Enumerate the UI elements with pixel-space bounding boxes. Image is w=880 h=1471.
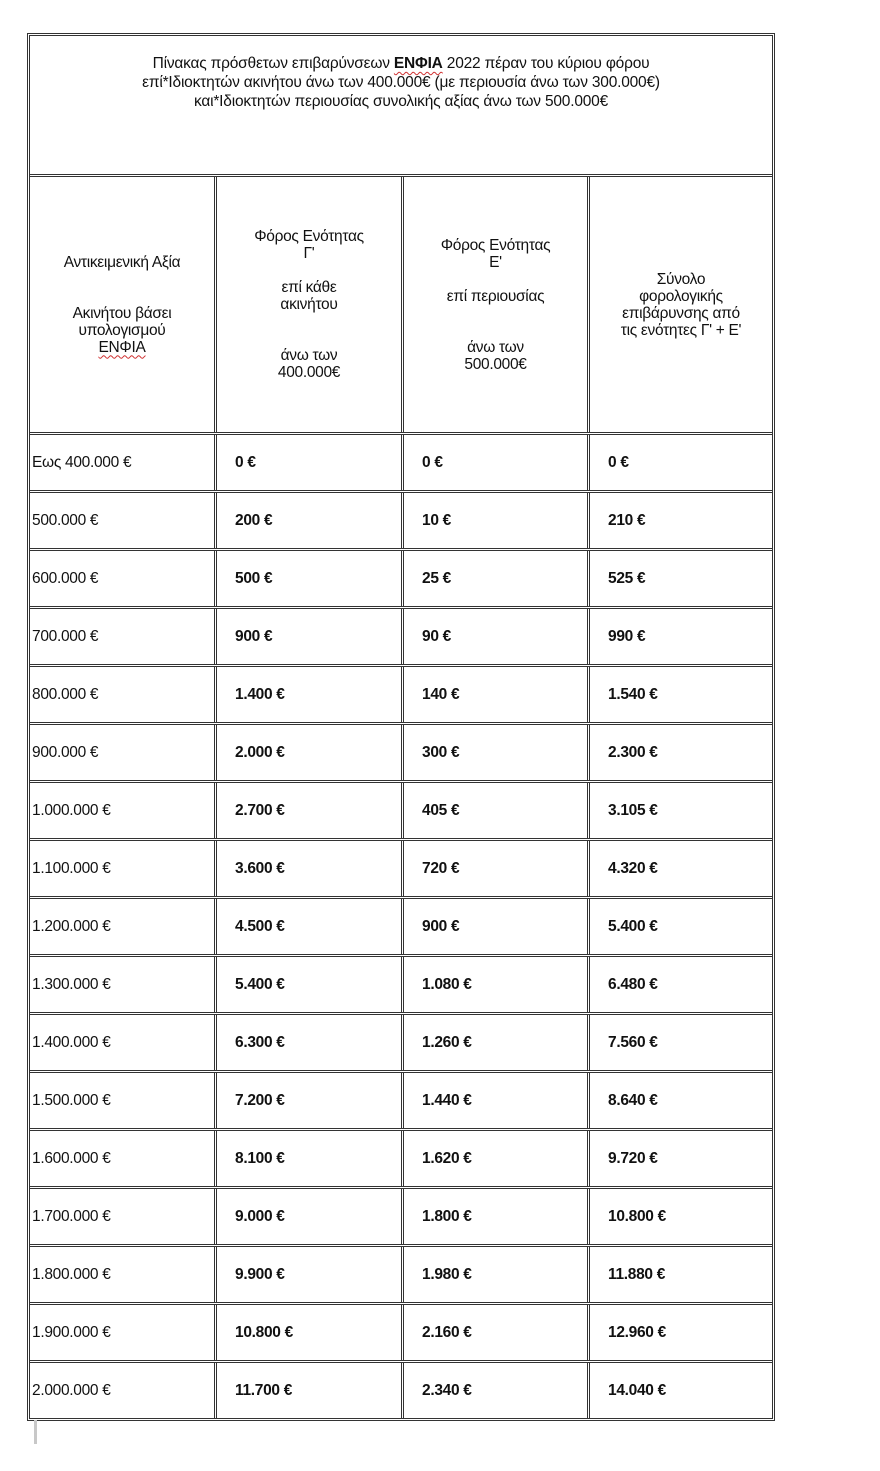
cell-property-value[interactable]: 600.000 € bbox=[30, 551, 217, 606]
cell-tax-e[interactable]: 300 € bbox=[404, 725, 590, 780]
cell-property-value[interactable]: 1.400.000 € bbox=[30, 1015, 217, 1070]
cell-total[interactable]: 2.300 € bbox=[608, 743, 658, 761]
cell-property-value[interactable]: 1.800.000 € bbox=[30, 1247, 217, 1302]
header-col4-line1: Σύνολο bbox=[656, 270, 706, 288]
title-line-3: και*Ιδιοκτητών περιουσίας συνολικής αξίας άνω των 500.000€ bbox=[193, 93, 609, 110]
cell-tax-g[interactable]: 0 € bbox=[217, 435, 404, 490]
cell-property-value[interactable]: 900.000 € bbox=[30, 725, 217, 780]
header-col2-line2: Γ' bbox=[303, 245, 315, 262]
cell-tax-g[interactable]: 2.700 € bbox=[217, 783, 404, 838]
header-col1-line1: Αντικειμενική Αξία bbox=[63, 253, 181, 271]
title-line-1-prefix: Πίνακας πρόσθετων επιβαρύνσεων bbox=[152, 55, 394, 72]
table-row bbox=[30, 493, 772, 551]
cell-tax-g[interactable]: 7.200 € bbox=[217, 1073, 404, 1128]
table-body bbox=[30, 435, 772, 1418]
table-row bbox=[30, 1363, 772, 1418]
header-col2-line5: άνω των bbox=[280, 347, 338, 364]
header-col3-line3: επί περιουσίας bbox=[446, 287, 545, 305]
text-cursor bbox=[34, 1420, 37, 1444]
cell-total[interactable]: 11.880 € bbox=[608, 1265, 666, 1283]
cell-total[interactable]: 1.540 € bbox=[608, 685, 658, 703]
cell-property-value[interactable]: 1.300.000 € bbox=[30, 957, 217, 1012]
cell-tax-e[interactable]: 720 € bbox=[404, 841, 590, 896]
header-col1-line4: ΕΝΦΙΑ bbox=[98, 338, 146, 356]
cell-property-value[interactable]: 1.600.000 € bbox=[30, 1131, 217, 1186]
header-col4-line2: φορολογικής bbox=[639, 287, 723, 305]
table-row bbox=[30, 1015, 772, 1073]
header-cell-tax-g[interactable] bbox=[217, 177, 404, 432]
cell-property-value[interactable]: 1.000.000 € bbox=[30, 783, 217, 838]
cell-tax-e[interactable]: 1.980 € bbox=[404, 1247, 590, 1302]
cell-tax-g[interactable]: 9.000 € bbox=[217, 1189, 404, 1244]
cell-tax-g[interactable]: 2.000 € bbox=[217, 725, 404, 780]
cell-total[interactable]: 7.560 € bbox=[608, 1033, 658, 1051]
cell-tax-e[interactable]: 2.160 € bbox=[404, 1305, 590, 1360]
table-row bbox=[30, 957, 772, 1015]
cell-tax-e[interactable]: 90 € bbox=[404, 609, 590, 664]
table-row bbox=[30, 667, 772, 725]
table-row bbox=[30, 783, 772, 841]
header-col4-line4: τις ενότητες Γ' + Ε' bbox=[620, 321, 742, 339]
cell-property-value[interactable]: 1.100.000 € bbox=[30, 841, 217, 896]
cell-property-value[interactable]: 1.500.000 € bbox=[30, 1073, 217, 1128]
cell-tax-g[interactable]: 6.300 € bbox=[217, 1015, 404, 1070]
cell-tax-g[interactable]: 500 € bbox=[217, 551, 404, 606]
header-col1-line2: Ακινήτου βάσει bbox=[72, 304, 172, 322]
cell-total[interactable]: 9.720 € bbox=[608, 1149, 658, 1167]
cell-property-value[interactable]: 700.000 € bbox=[30, 609, 217, 664]
table-row bbox=[30, 609, 772, 667]
cell-tax-g[interactable]: 8.100 € bbox=[217, 1131, 404, 1186]
cell-tax-g[interactable]: 3.600 € bbox=[217, 841, 404, 896]
cell-total[interactable]: 10.800 € bbox=[608, 1207, 666, 1225]
cell-total[interactable]: 14.040 € bbox=[608, 1381, 666, 1399]
header-cell-value[interactable] bbox=[30, 177, 217, 432]
table-row bbox=[30, 899, 772, 957]
cell-tax-e[interactable]: 140 € bbox=[404, 667, 590, 722]
table-row bbox=[30, 1189, 772, 1247]
header-col3-line5: 500.000€ bbox=[464, 355, 527, 373]
header-col2-line4: ακινήτου bbox=[280, 296, 338, 313]
document-page bbox=[27, 33, 775, 1421]
title-line-1 bbox=[30, 54, 772, 73]
table-row bbox=[30, 435, 772, 493]
cell-tax-e[interactable]: 2.340 € bbox=[404, 1363, 590, 1418]
header-col4-line3: επιβάρυνσης από bbox=[622, 304, 740, 322]
cell-tax-g[interactable]: 200 € bbox=[217, 493, 404, 548]
cell-total[interactable]: 525 € bbox=[608, 569, 646, 587]
header-row bbox=[30, 177, 772, 435]
table-row bbox=[30, 1073, 772, 1131]
cell-tax-e[interactable]: 900 € bbox=[404, 899, 590, 954]
cell-total[interactable]: 990 € bbox=[608, 627, 646, 645]
cell-total[interactable]: 3.105 € bbox=[608, 801, 658, 819]
cell-total[interactable]: 210 € bbox=[608, 511, 646, 529]
cell-tax-e[interactable]: 1.080 € bbox=[404, 957, 590, 1012]
title-line-2: επί*Ιδιοκτητών ακινήτου άνω των 400.000€ (με περιουσία άνω των 300.000€) bbox=[142, 74, 660, 91]
table-title[interactable] bbox=[30, 36, 772, 177]
cell-tax-e[interactable]: 1.800 € bbox=[404, 1189, 590, 1244]
header-col3-line2: Ε' bbox=[489, 253, 502, 271]
table-row bbox=[30, 841, 772, 899]
header-col2-line1: Φόρος Ενότητας bbox=[254, 228, 364, 245]
cell-tax-g[interactable]: 1.400 € bbox=[217, 667, 404, 722]
cell-tax-e[interactable]: 10 € bbox=[404, 493, 590, 548]
cell-total[interactable]: 12.960 € bbox=[608, 1323, 666, 1341]
header-col3-line1: Φόρος Ενότητας bbox=[440, 236, 551, 254]
table-row bbox=[30, 1131, 772, 1189]
cell-total[interactable]: 6.480 € bbox=[608, 975, 658, 993]
table-row bbox=[30, 1247, 772, 1305]
cell-tax-g[interactable]: 900 € bbox=[217, 609, 404, 664]
header-col1-line3: υπολογισμού bbox=[78, 321, 166, 339]
header-cell-total[interactable] bbox=[590, 177, 772, 432]
cell-tax-g[interactable]: 10.800 € bbox=[217, 1305, 404, 1360]
cell-property-value[interactable]: 500.000 € bbox=[30, 493, 217, 548]
cell-tax-e[interactable]: 0 € bbox=[404, 435, 590, 490]
cell-tax-e[interactable]: 25 € bbox=[404, 551, 590, 606]
header-cell-tax-e[interactable] bbox=[404, 177, 590, 432]
cell-property-value[interactable]: 1.200.000 € bbox=[30, 899, 217, 954]
header-col3-line4: άνω των bbox=[467, 338, 524, 356]
cell-property-value[interactable]: 800.000 € bbox=[30, 667, 217, 722]
cell-total[interactable]: 0 € bbox=[608, 453, 629, 471]
cell-property-value[interactable]: 2.000.000 € bbox=[30, 1363, 217, 1418]
cell-property-value[interactable]: Εως 400.000 € bbox=[30, 435, 217, 490]
header-col2-line6: 400.000€ bbox=[277, 364, 341, 381]
title-enfia-word: ΕΝΦΙΑ bbox=[393, 55, 443, 72]
cell-tax-e[interactable]: 405 € bbox=[404, 783, 590, 838]
cell-tax-e[interactable]: 1.440 € bbox=[404, 1073, 590, 1128]
cell-tax-g[interactable]: 9.900 € bbox=[217, 1247, 404, 1302]
cell-tax-g[interactable]: 5.400 € bbox=[217, 957, 404, 1012]
title-line-1-suffix: 2022 πέραν του κύριου φόρου bbox=[442, 55, 650, 72]
table-row bbox=[30, 725, 772, 783]
cell-tax-e[interactable]: 1.620 € bbox=[404, 1131, 590, 1186]
cell-tax-e[interactable]: 1.260 € bbox=[404, 1015, 590, 1070]
table-row bbox=[30, 551, 772, 609]
header-col2-line3: επί κάθε bbox=[281, 279, 337, 296]
cell-property-value[interactable]: 1.700.000 € bbox=[30, 1189, 217, 1244]
cell-total[interactable]: 5.400 € bbox=[608, 917, 658, 935]
cell-total[interactable]: 8.640 € bbox=[608, 1091, 658, 1109]
cell-total[interactable]: 4.320 € bbox=[608, 859, 658, 877]
cell-tax-g[interactable]: 4.500 € bbox=[217, 899, 404, 954]
enfia-table bbox=[27, 33, 775, 1421]
table-row bbox=[30, 1305, 772, 1363]
cell-property-value[interactable]: 1.900.000 € bbox=[30, 1305, 217, 1360]
cell-tax-g[interactable]: 11.700 € bbox=[217, 1363, 404, 1418]
